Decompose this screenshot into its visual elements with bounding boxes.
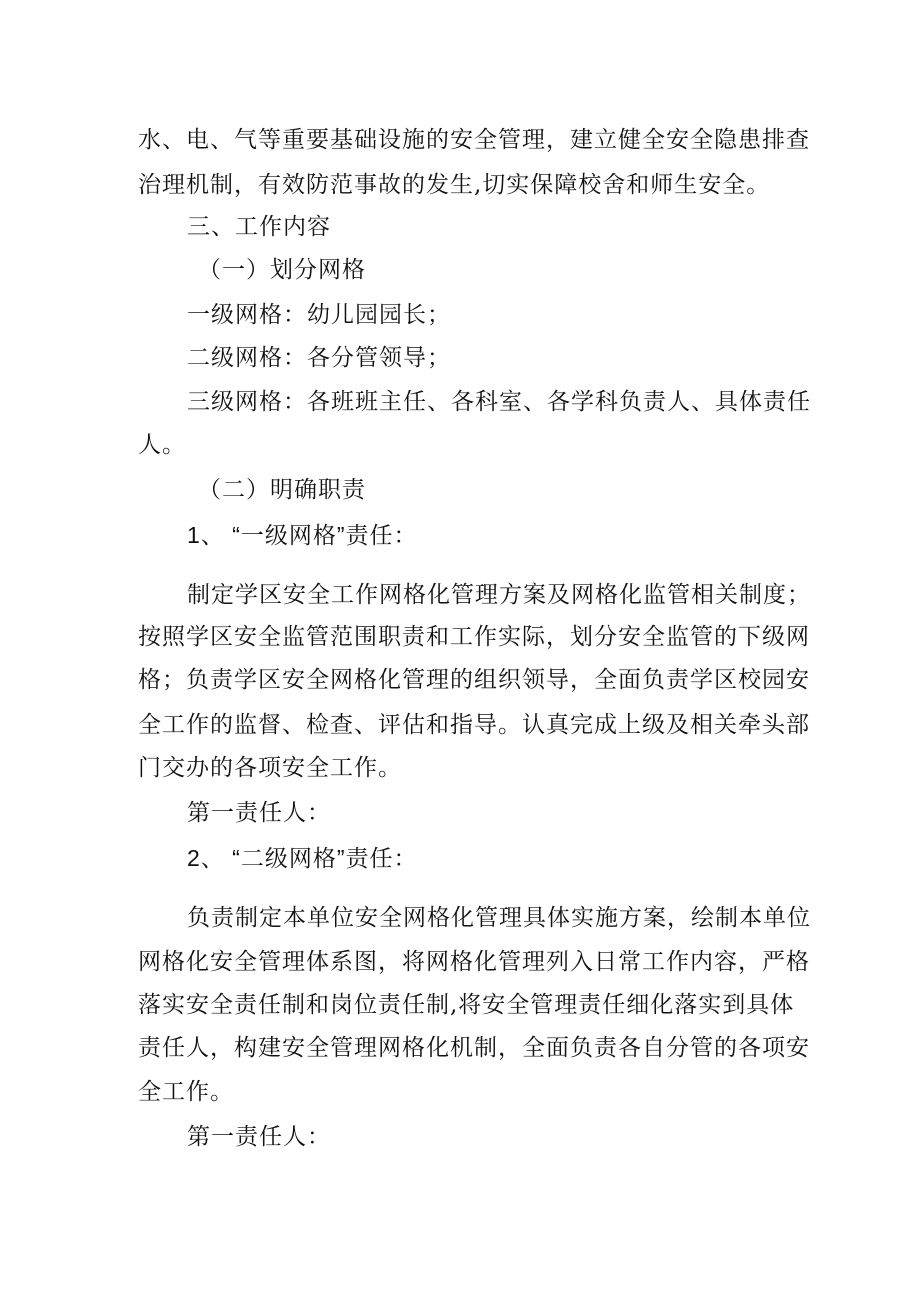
paragraph-line: 制定学区安全工作网格化管理方案及网格化监管相关制度； (187, 582, 811, 608)
paragraph-line: 按照学区安全监管范围职责和工作实际，划分安全监管的下级网 (138, 624, 810, 650)
paragraph-line: 二级网格：各分管领导； (187, 345, 451, 371)
paragraph-line: 一级网格：幼儿园园长； (187, 302, 451, 328)
item-heading: 2、 “二级网格”责任： (187, 845, 418, 871)
paragraph-line: 第一责任人： (187, 1124, 331, 1150)
item-heading: 1、 “一级网格”责任： (187, 522, 418, 548)
paragraph-line: 三级网格：各班班主任、各科室、各学科负责人、具体责任 (187, 389, 811, 415)
paragraph-line: 第一责任人： (187, 800, 331, 826)
paragraph-line: 责任人，构建安全管理网格化机制，全面负责各自分管的各项安 (138, 1035, 810, 1061)
paragraph-line: 全工作的监督、检查、评估和指导。认真完成上级及相关牵头部 (138, 712, 810, 738)
subsection-heading: （二）明确职责 (198, 477, 366, 503)
section-heading: 三、工作内容 (187, 214, 331, 240)
paragraph-line: 格；负责学区安全网格化管理的组织领导，全面负责学区校园安 (138, 667, 810, 693)
paragraph-line: 负责制定本单位安全网格化管理具体实施方案，绘制本单位 (187, 905, 811, 931)
paragraph-line: 治理机制，有效防范事故的发生,切实保障校舍和师生安全。 (138, 172, 771, 198)
paragraph-line: 全工作。 (138, 1079, 234, 1105)
paragraph-line: 人。 (138, 432, 186, 458)
paragraph-line: 门交办的各项安全工作。 (138, 755, 402, 781)
paragraph-line: 落实安全责任制和岗位责任制,将安全管理责任细化落实到具体 (138, 992, 795, 1018)
paragraph-line: 网格化安全管理体系图，将网格化管理列入日常工作内容，严格 (138, 949, 810, 975)
subsection-heading: （一）划分网格 (198, 257, 366, 283)
paragraph-line: 水、电、气等重要基础设施的安全管理，建立健全安全隐患排查 (138, 127, 810, 153)
